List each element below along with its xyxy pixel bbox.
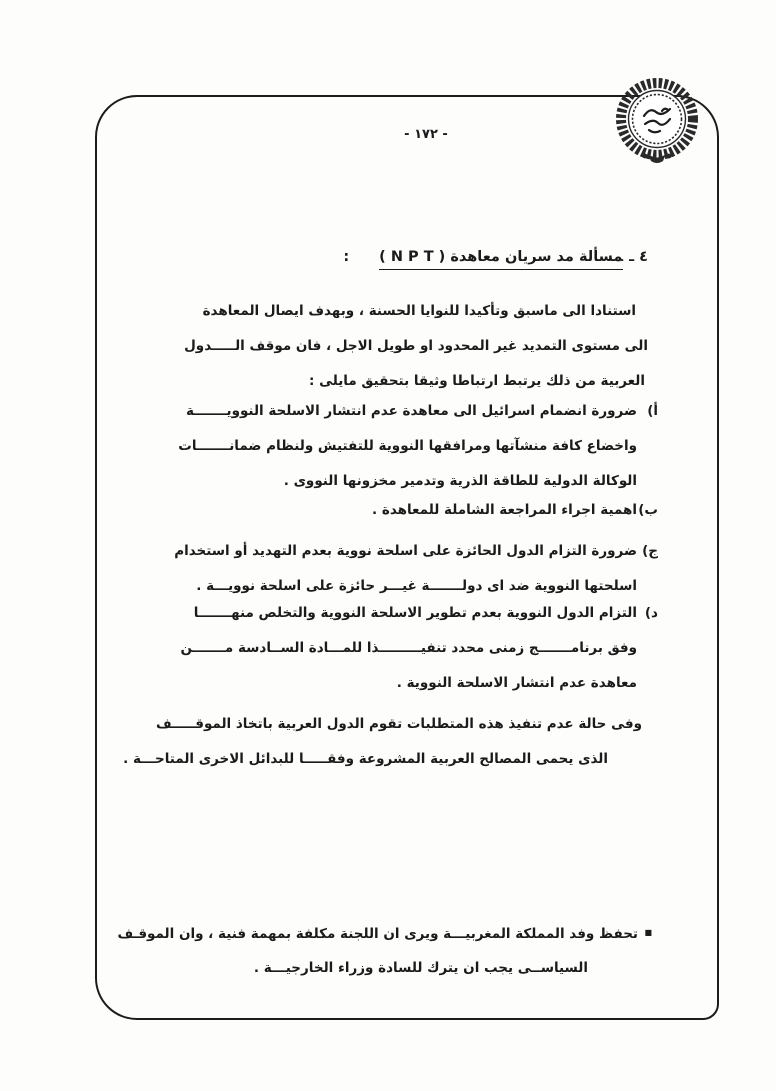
list-item-label-a: أ) — [647, 403, 658, 419]
list-item-label-b: ب) — [638, 502, 658, 518]
footnote-line: تحفظ وفد المملكة المغربيـــة ويرى ان اللجنة مكلفة بمهمة فنية ، وان الموقـف — [117, 926, 638, 942]
page-number: - ١٧٢ - — [404, 127, 448, 142]
intro-line: استنادا الى ماسبق وتأكيدا للنوايا الحسنة ، وبهدف ايصال المعاهدة — [202, 303, 636, 319]
list-item-label-c: ج) — [642, 543, 658, 559]
footnote-bullet-icon: ■ — [644, 928, 652, 937]
closing-line: وفى حالة عدم تنفيذ هذه المتطلبات تقوم الدول العربية باتخاذ الموقـــــف — [155, 716, 642, 732]
footnote-line: السياســى يجب ان يترك للسادة وزراء الخارجيـــة . — [253, 960, 588, 976]
list-item-line: الوكالة الدولية للطاقة الذرية وتدمير مخزونها النووى . — [283, 473, 637, 489]
closing-line: الذى يحمى المصالح العربية المشروعة وفقـــــا للبدائل الاخرى المتاحـــة . — [123, 751, 608, 767]
intro-line: العربية من ذلك يرتبط ارتباطا وثيقا بتحقيق مايلى : — [308, 373, 645, 389]
list-item-line: اسلحتها النووية ضد اى دولـــــــة غيـــر حائزة على اسلحة نوويـــة . — [196, 578, 637, 594]
list-item-line: ضرورة انضمام اسرائيل الى معاهدة عدم انتشار الاسلحة النوويـــــــة — [186, 403, 637, 419]
section-title: مسألة مد سريان معاهدة ( N P T ) — [379, 249, 623, 270]
list-item-line: ضرورة التزام الدول الحائزة على اسلحة نووية بعدم التهديد أو استخدام — [174, 543, 637, 559]
list-item-line: معاهدة عدم انتشار الاسلحة النووية . — [396, 675, 637, 691]
section-heading — [343, 249, 648, 265]
intro-line: الى مستوى التمديد غير المحدود او طويل الاجل ، فان موقف الـــــدول — [184, 338, 648, 354]
list-item-label-d: د) — [644, 605, 658, 621]
list-item-line: التزام الدول النووية بعدم تطوير الاسلحة النووية والتخلص منهـــــــا — [193, 605, 637, 621]
list-item-line: اهمية اجراء المراجعة الشاملة للمعاهدة . — [372, 502, 637, 518]
wreath-ring — [621, 83, 693, 155]
list-item-line: وفق برنامـــــــج زمنى محدد تنفيـــــــــذا للمـــادة الســادسة مـــــــن — [180, 640, 637, 656]
heading-colon: : — [343, 249, 350, 265]
section-number: ٤ ـ — [629, 249, 648, 265]
list-item-line: واخضاع كافة منشآتها ومرافقها النووية للتفتيش ولنظام ضمانـــــــات — [178, 438, 637, 454]
arab-league-emblem — [610, 74, 704, 170]
